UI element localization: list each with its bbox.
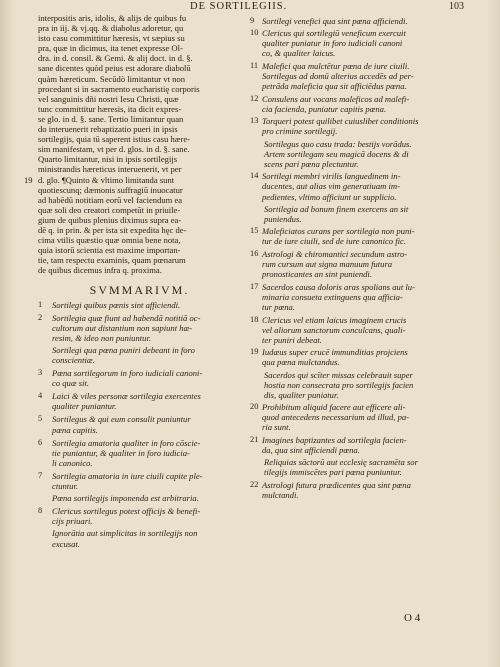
- entry-line: pronosticantes an sint puniendi.: [262, 269, 372, 280]
- entry-number: 19: [250, 347, 259, 357]
- entry-number: 14: [250, 171, 259, 181]
- summary-entry: [250, 315, 456, 345]
- summary-entry: [38, 300, 241, 310]
- body-text: [24, 13, 241, 276]
- entry-text: [262, 94, 456, 114]
- entry-line: cultorum aut distantium non sapiunt hæ-: [52, 322, 193, 333]
- left-column: [24, 13, 241, 549]
- text-line: dē q. in prin. & per ista sit expedita hęc de-: [38, 224, 187, 235]
- summary-entry: [38, 506, 241, 526]
- running-title: DE SORTILEGIIS.: [190, 1, 288, 12]
- sub-entry-line: Reliquias sāctorū aut ecclesię sacramēta sor: [264, 457, 418, 468]
- entry-line: qualiter puniatur in foro iudiciali canoni: [262, 38, 403, 49]
- entry-text: [262, 315, 456, 345]
- text-line: isto casu committitur hæresis, vt sæpius su: [38, 33, 185, 44]
- sub-entry-line: puniendus.: [264, 213, 302, 224]
- summary-entry: [250, 282, 456, 312]
- entry-line: Sortilegus & qui eum consulit puniuntur: [52, 414, 191, 425]
- text-line: tunc committitur hæresis, ita dicit expres-: [38, 103, 182, 114]
- sub-entry-line: Sortilegi qua pœna puniri debeant in foro: [52, 344, 195, 355]
- summary-entry: [38, 438, 241, 468]
- summary-list-left: [38, 300, 241, 549]
- entry-line: Prohibitum aliquid facere aut efficere ali-: [262, 402, 406, 413]
- text-line: sortilegijs, quia tū saperent istius casu hære-: [38, 134, 191, 145]
- entry-line: Sortilegus ad domū alterius accedēs ad per-: [262, 70, 414, 81]
- entry-text: [52, 391, 241, 411]
- entry-number: 1: [38, 299, 43, 309]
- sub-entry-line: Sacerdos qui scīter missas celebrauit super: [264, 369, 413, 380]
- text-line: ministrandis hæreticus interuenerit, vt per: [38, 164, 182, 175]
- entry-line: minaria consueta extinguens qua afficia-: [262, 291, 403, 302]
- summary-entry: [250, 226, 456, 246]
- summarium-heading: SVMMARIVM.: [89, 283, 190, 298]
- summary-entry: [250, 61, 456, 91]
- entry-text: [262, 282, 456, 312]
- entry-line: Sacerdos causa doloris aras spolians aut lu-: [262, 281, 415, 292]
- text-line: gium de quibus plenius diximus supra ea-: [38, 214, 182, 225]
- summary-entry: [250, 116, 456, 136]
- entry-line: Iudæus super crucē immunditias projciens: [262, 347, 408, 358]
- sub-entry-line: Sortilegia ad bonum finem exercens an sit: [264, 203, 409, 214]
- summary-entry: [250, 16, 456, 26]
- entry-number: 3: [38, 368, 43, 378]
- entry-line: quod antecedens necessarium ad illud, pa-: [262, 412, 410, 423]
- entry-line: vel aliorum sanctorum conculcans, quali-: [262, 324, 406, 335]
- entry-text: [262, 226, 456, 246]
- summary-entry: [38, 414, 241, 434]
- text-line: quàm hæreticum. Secūdò limitantur vt non: [38, 73, 186, 84]
- entry-line: ctuntur.: [52, 481, 79, 492]
- entry-number: 9: [250, 15, 255, 25]
- page-header: [0, 0, 500, 14]
- entry-line: co quæ sit.: [52, 378, 90, 389]
- text-line: interpositis aris, idolis, & alijs de quibus fu: [38, 13, 187, 23]
- entry-line: Imagines baptizantes ad sortilegia facien-: [262, 435, 407, 446]
- summary-entry: [38, 391, 241, 411]
- entry-line: Clericus vel etiam laicus imaginem crucis: [262, 314, 407, 325]
- entry-number: 5: [38, 414, 43, 424]
- entry-text: [262, 435, 456, 455]
- text-line: quotiescunq; dæmonis suffragiū inuocatur: [38, 184, 183, 195]
- entry-line: cijs priuari.: [52, 516, 93, 527]
- entry-line: ria sunt.: [262, 422, 291, 433]
- entry-line: co, & qualiter laicus.: [262, 48, 336, 59]
- text-line: cima vtilis quæstio quæ omnia bene nota,: [38, 235, 181, 246]
- text-line: sim manifestam, vt per d. glos. in d. §. sane.: [38, 144, 190, 155]
- entry-text: [52, 313, 241, 343]
- entry-number: 6: [38, 437, 43, 447]
- summary-entry: [250, 171, 456, 201]
- entry-line: Astrologi & chiromantici secundum astro-: [262, 248, 408, 259]
- sub-entry-line: conscientiæ.: [52, 355, 95, 365]
- sub-entry: [264, 370, 456, 400]
- summary-entry: [250, 347, 456, 367]
- entry-line: Astrologi futura prædicentes qua sint pœna: [262, 479, 411, 490]
- entry-text: [52, 414, 241, 434]
- text-line: Quarto limitantur, nisi in ipsis sortilegijs: [38, 154, 178, 165]
- summary-entry: [250, 249, 456, 279]
- summary-entry: [250, 402, 456, 432]
- entry-line: Pœna sortilegorum in foro iudiciali canoni-: [52, 368, 203, 379]
- sub-entry-line: hostia non consecrata pro sortilegijs facien: [264, 379, 414, 390]
- sub-entry: [264, 139, 456, 169]
- sub-entry-line: Ignorātia aut simplicitas in sortilegijs non: [52, 528, 198, 539]
- summary-entry: [38, 313, 241, 343]
- entry-line: Sortilegia amatoria qualiter in foro cōscie-: [52, 437, 201, 448]
- folio-number: 103: [449, 1, 464, 12]
- entry-number: 4: [38, 391, 43, 401]
- text-line: se glo. in d. §. sane. Tertio limitantur quan: [38, 113, 184, 124]
- entry-number: 18: [250, 314, 259, 324]
- summary-entry: [250, 94, 456, 114]
- entry-line: ducentes, aut alias vim generatiuam im-: [262, 181, 400, 192]
- entry-line: cia facienda, puniatur capitis pœna.: [262, 103, 387, 114]
- entry-line: Sortilegi venefici qua sint pœna afficiendi.: [262, 15, 408, 26]
- sub-entry: [264, 457, 456, 477]
- entry-line: Consulens aut vocans maleficos ad malefi-: [262, 93, 410, 104]
- entry-line: pro crimine sortilegij.: [262, 126, 338, 137]
- entry-line: mulctandi.: [262, 490, 299, 501]
- entry-line: Clericus sortilegus potest officijs & benefi-: [52, 506, 201, 517]
- entry-text: [262, 171, 456, 201]
- entry-line: pedientes, vltimo afficiunt ur supplicio.: [262, 191, 397, 202]
- summary-entry: [250, 480, 456, 500]
- entry-text: [262, 61, 456, 91]
- entry-line: Sortilegia quæ fiunt ad habendā notitiā oc-: [52, 312, 201, 323]
- sub-entry: [52, 528, 241, 548]
- entry-line: tie puniantur, & qualiter in foro iudicia-: [52, 447, 190, 458]
- text-line: procedant si in sacramento eucharistię corporis: [38, 83, 200, 94]
- entry-number: 21: [250, 435, 259, 445]
- entry-number: 16: [250, 248, 259, 258]
- summary-entry: [250, 28, 456, 58]
- sub-entry-line: tilegijs immiscētes pari pœna puniuntur.: [264, 467, 402, 478]
- entry-text: [262, 347, 456, 367]
- entry-text: [262, 28, 456, 58]
- entry-text: [262, 116, 456, 136]
- entry-number: 17: [250, 281, 259, 291]
- entry-line: Sortilegi quibus pœnis sint afficiendi.: [52, 299, 181, 310]
- sub-entry: [264, 204, 456, 224]
- text-line: vel sanguinis dñi nostri Iesu Christi, quæ: [38, 93, 179, 104]
- text-line: pra, quæ in dicimus, ita tenet expresse Ol-: [38, 43, 183, 54]
- entry-number: 2: [38, 312, 43, 322]
- entry-line: li canonico.: [52, 457, 93, 468]
- text-line: quæ soli deo creatori competūt in priuile-: [38, 204, 181, 215]
- entry-number: 13: [250, 116, 259, 126]
- entry-line: tur de iure ciuili, sed de iure canonico fic.: [262, 236, 406, 247]
- entry-number: 8: [38, 506, 43, 516]
- entry-number: 11: [250, 60, 259, 70]
- sub-entry-line: Artem sortilegam seu magicā docens & di: [264, 148, 409, 159]
- entry-text: [262, 480, 456, 500]
- entry-line: pœna capitis.: [52, 424, 98, 435]
- entry-number: 10: [250, 28, 259, 38]
- summary-entry: [38, 471, 241, 491]
- entry-text: [52, 506, 241, 526]
- entry-number: 15: [250, 226, 259, 236]
- entry-line: Clericus qui sortilegiū veneficum exercuit: [262, 28, 406, 39]
- entry-line: Malefici qua mulctētur pœna de iure ciuili.: [262, 60, 410, 71]
- summary-entry: [250, 435, 456, 455]
- entry-line: tur pœna.: [262, 301, 295, 312]
- sub-entry-line: Sortilegus quo casu trada: bestijs vorādus.: [264, 138, 412, 149]
- entry-line: resim, & ideo non puniuntur.: [52, 332, 151, 343]
- sub-entry-line: Pœna sortilegijs imponenda est arbitraria.: [52, 493, 199, 504]
- entry-text: [52, 300, 241, 310]
- entry-line: rum cursum aut signa manuum futura: [262, 259, 393, 270]
- text-line: pra in iij. & vj.qq. & diabolus adoretur, qu: [38, 23, 184, 34]
- sub-entry: [52, 493, 241, 503]
- entry-line: petrāda maleficia qua sit afficiēdus pœna.: [262, 81, 407, 92]
- entry-text: [52, 471, 241, 491]
- text-line: quia istorū scientia est maxime importan-: [38, 245, 181, 256]
- entry-number: 12: [250, 93, 259, 103]
- entry-text: [52, 368, 241, 388]
- text-line: sane dicentes quòd peius est adorare diabolū: [38, 63, 191, 74]
- entry-number: 7: [38, 470, 43, 480]
- text-line: do interuenerit rebaptizatio pueri in ipsis: [38, 124, 178, 135]
- sub-entry-line: scens pari pœna plectuntur.: [264, 158, 359, 169]
- text-line: [24, 174, 241, 185]
- text-line: tie, tam respectu examinis, quam pœnarum: [38, 255, 186, 266]
- summary-entry: [38, 368, 241, 388]
- sub-entry-line: dis, qualiter puniatur.: [264, 389, 339, 400]
- text-line: de quibus dicemus infra q. proxima.: [38, 265, 162, 276]
- entry-line: Maleficiatos curans per sortilegia non puni-: [262, 226, 415, 237]
- right-column: [250, 13, 456, 500]
- entry-text: [52, 438, 241, 468]
- text-line: ad habēdū notitiam eorū vel faciendum ea: [38, 194, 183, 205]
- entry-text: [262, 249, 456, 279]
- entry-line: qua pœna mulctandus.: [262, 357, 340, 368]
- signature-mark: O 4: [404, 612, 421, 624]
- entry-line: Torqueri potest quilibet cuiuslibet conditionis: [262, 116, 419, 127]
- entry-line: Sortilegi membri virilis languedinem in-: [262, 171, 401, 182]
- entry-line: Laici & viles personæ sortilegia exercentes: [52, 391, 201, 402]
- entry-number: 20: [250, 402, 259, 412]
- entry-line: ter puniri debeat.: [262, 334, 322, 345]
- entry-line: qualiter puniantur.: [52, 401, 117, 412]
- sub-entry-line: excusat.: [52, 538, 80, 549]
- sub-entry: [52, 345, 241, 365]
- text-line: dra. in d. consil. & Gemi. & alij doct. in d. §.: [38, 53, 193, 64]
- entry-number: 22: [250, 479, 259, 489]
- entry-text: [262, 402, 456, 432]
- entry-line: Sortilegia amatoria in iure ciuili capite ple-: [52, 470, 203, 481]
- margin-number: 19: [24, 174, 33, 185]
- entry-line: da, qua sint afficiendi pœna.: [262, 445, 360, 456]
- text-line-content: d. glo. ¶Quinto & vltimo limitanda sunt: [38, 174, 175, 185]
- summary-list-right: [250, 16, 456, 501]
- entry-text: [262, 16, 456, 26]
